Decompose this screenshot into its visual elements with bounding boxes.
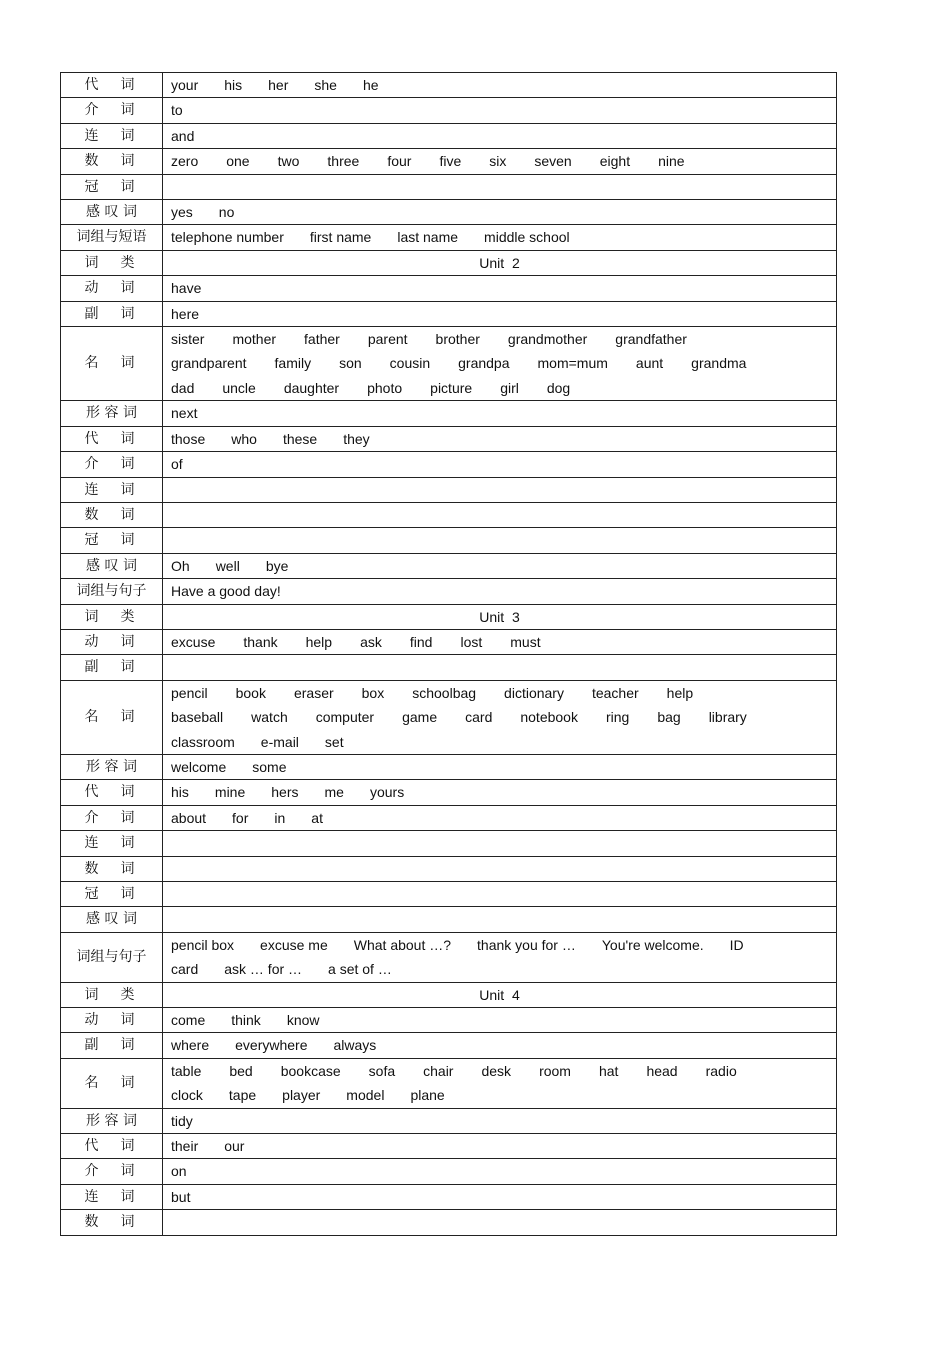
vocab-word: classroom — [171, 733, 235, 750]
vocab-word: those — [171, 430, 206, 447]
word-list-cell — [163, 553, 837, 578]
word-line — [171, 98, 828, 122]
word-line — [171, 907, 828, 931]
word-list-cell — [163, 655, 837, 680]
word-line — [171, 73, 828, 97]
vocab-word: their — [171, 1138, 199, 1155]
vocab-word: middle school — [484, 229, 570, 246]
word-class-label: 连 词 — [61, 1184, 163, 1209]
word-class-label: 词 类 — [61, 982, 163, 1007]
word-line — [171, 1083, 828, 1107]
vocab-word: know — [286, 1012, 320, 1029]
vocab-word: girl — [500, 379, 519, 396]
vocab-word: our — [224, 1138, 245, 1155]
word-class-label: 感 叹 词 — [61, 553, 163, 578]
word-list-cell — [163, 401, 837, 426]
vocab-word: she — [314, 77, 337, 93]
vocab-word: plane — [410, 1087, 445, 1104]
table-row — [61, 477, 837, 502]
word-list-cell — [163, 754, 837, 779]
word-class-label: 词组与短语 — [61, 225, 163, 250]
vocab-word: to — [171, 102, 183, 119]
word-line — [171, 1159, 828, 1183]
word-line — [171, 857, 828, 881]
vocab-word: help — [666, 684, 694, 701]
word-line — [171, 1109, 828, 1133]
word-list-cell — [163, 1210, 837, 1235]
vocab-word: dictionary — [504, 684, 564, 701]
word-list-cell — [163, 200, 837, 225]
vocab-word: bag — [657, 709, 681, 726]
vocab-word: three — [327, 153, 360, 170]
vocab-word: he — [362, 77, 379, 93]
table-row — [61, 528, 837, 553]
word-class-label: 连 词 — [61, 831, 163, 856]
word-class-label: 副 词 — [61, 301, 163, 326]
word-class-label: 感 叹 词 — [61, 200, 163, 225]
vocab-word: lost — [460, 633, 483, 650]
word-line — [171, 327, 828, 351]
word-class-label: 名 词 — [61, 327, 163, 401]
unit-header-row — [61, 250, 837, 275]
vocab-word: grandpa — [458, 355, 510, 372]
vocab-word: of — [171, 456, 183, 473]
vocab-word: radio — [705, 1062, 737, 1079]
unit-header-row — [61, 604, 837, 629]
word-line — [171, 831, 828, 855]
vocab-word: for — [232, 809, 249, 826]
word-list-cell — [163, 452, 837, 477]
word-line — [171, 655, 828, 679]
vocab-word: tidy — [171, 1112, 193, 1129]
vocab-word: notebook — [520, 709, 578, 726]
vocab-word: mine — [214, 784, 246, 801]
word-class-label: 介 词 — [61, 98, 163, 123]
word-line — [171, 478, 828, 502]
vocab-word: welcome — [171, 758, 227, 775]
vocab-word: game — [402, 709, 438, 726]
vocab-word: brother — [435, 331, 480, 348]
vocab-word: at — [311, 809, 323, 826]
vocab-word: ID — [729, 936, 744, 953]
word-list-cell — [163, 1184, 837, 1209]
word-list-cell — [163, 856, 837, 881]
vocab-word: everywhere — [235, 1037, 308, 1054]
word-line — [171, 806, 828, 830]
word-line — [171, 1134, 828, 1158]
vocab-word: zero — [171, 153, 199, 170]
vocab-word: bye — [265, 557, 289, 574]
word-line — [171, 1185, 828, 1209]
word-class-label: 感 叹 词 — [61, 907, 163, 932]
word-class-label: 形 容 词 — [61, 754, 163, 779]
word-class-label: 词 类 — [61, 604, 163, 629]
vocab-word: next — [171, 405, 198, 422]
word-line — [171, 882, 828, 906]
table-row — [61, 149, 837, 174]
vocab-word: six — [489, 153, 507, 170]
word-list-cell — [163, 327, 837, 401]
vocab-word: her — [268, 77, 289, 93]
word-class-label: 形 容 词 — [61, 1108, 163, 1133]
word-class-label: 名 词 — [61, 680, 163, 754]
word-list-cell — [163, 932, 837, 982]
vocab-word: father — [304, 331, 340, 348]
vocab-word: book — [235, 684, 266, 701]
word-class-label: 数 词 — [61, 149, 163, 174]
vocab-word: computer — [315, 709, 375, 726]
table-row — [61, 426, 837, 451]
table-row — [61, 882, 837, 907]
word-list-cell — [163, 882, 837, 907]
word-line — [171, 376, 828, 400]
vocab-word: grandma — [691, 355, 747, 372]
word-list-cell — [163, 680, 837, 754]
vocab-word: grandparent — [171, 355, 247, 372]
word-list-cell — [163, 1008, 837, 1033]
vocab-word: cousin — [389, 355, 431, 372]
word-line — [171, 401, 828, 425]
vocab-word: card — [465, 709, 493, 726]
word-list-cell — [163, 149, 837, 174]
vocab-word: here — [171, 305, 200, 322]
vocab-word: mother — [232, 331, 277, 348]
unit-title — [163, 250, 837, 275]
vocab-word: thank — [243, 633, 278, 650]
table-row — [61, 123, 837, 148]
vocab-word: family — [274, 355, 312, 372]
vocab-word: box — [361, 684, 385, 701]
vocabulary-table-body — [61, 73, 837, 1236]
word-list-cell — [163, 579, 837, 604]
vocab-word: e-mail — [260, 733, 299, 750]
word-class-label: 副 词 — [61, 1033, 163, 1058]
word-line — [171, 528, 828, 552]
word-line — [171, 1210, 828, 1234]
vocab-word: pencil — [171, 684, 208, 701]
vocab-word: seven — [534, 153, 572, 170]
word-list-cell — [163, 780, 837, 805]
vocab-word: card — [171, 961, 199, 978]
word-line — [171, 351, 828, 375]
word-class-label: 形 容 词 — [61, 401, 163, 426]
table-row — [61, 932, 837, 982]
vocab-word: but — [171, 1188, 191, 1205]
word-line — [171, 427, 828, 451]
vocab-word: about — [171, 809, 207, 826]
word-class-label: 动 词 — [61, 1008, 163, 1033]
vocab-word: bed — [229, 1062, 253, 1079]
vocab-word: uncle — [222, 379, 256, 396]
vocab-word: head — [646, 1062, 678, 1079]
word-line — [171, 149, 828, 173]
word-line — [171, 630, 828, 654]
unit-title — [163, 982, 837, 1007]
vocab-word: player — [282, 1087, 321, 1104]
word-line — [171, 730, 828, 754]
vocab-word: mom=mum — [537, 355, 608, 372]
table-row — [61, 502, 837, 527]
vocab-word: two — [277, 153, 300, 170]
table-row — [61, 1008, 837, 1033]
word-line — [171, 225, 828, 249]
word-list-cell — [163, 805, 837, 830]
word-line — [171, 1059, 828, 1083]
word-line — [171, 503, 828, 527]
table-row — [61, 452, 837, 477]
unit-label: Unit 3 — [479, 608, 520, 625]
word-list-cell — [163, 276, 837, 301]
table-row — [61, 831, 837, 856]
unit-label: Unit 2 — [479, 254, 520, 271]
vocab-word: parent — [367, 331, 408, 348]
table-row — [61, 1058, 837, 1108]
vocab-word: come — [171, 1012, 206, 1029]
vocab-word: grandfather — [615, 331, 687, 348]
table-row — [61, 754, 837, 779]
word-line — [171, 681, 828, 705]
vocab-word: and — [171, 127, 195, 144]
vocab-word: desk — [481, 1062, 512, 1079]
vocab-word: they — [343, 430, 370, 447]
vocab-word: tape — [228, 1087, 257, 1104]
table-row — [61, 629, 837, 654]
word-class-label: 连 词 — [61, 477, 163, 502]
word-line — [171, 1008, 828, 1032]
vocab-word: pencil box — [171, 936, 235, 953]
word-class-label: 介 词 — [61, 1159, 163, 1184]
word-list-cell — [163, 629, 837, 654]
vocab-word: yes — [171, 204, 193, 221]
word-list-cell — [163, 225, 837, 250]
vocab-word: chair — [423, 1062, 454, 1079]
vocab-word: must — [510, 633, 541, 650]
vocab-word: ask — [360, 633, 382, 650]
vocab-word: excuse me — [260, 936, 328, 953]
vocab-word: some — [252, 758, 287, 775]
table-row — [61, 856, 837, 881]
vocab-word: son — [339, 355, 362, 372]
word-list-cell — [163, 301, 837, 326]
word-class-label: 词组与句子 — [61, 579, 163, 604]
vocab-word: his — [171, 784, 189, 801]
vocab-word: photo — [367, 379, 403, 396]
word-list-cell — [163, 73, 837, 98]
word-class-label: 名 词 — [61, 1058, 163, 1108]
vocab-word: five — [439, 153, 462, 170]
word-class-label: 代 词 — [61, 1134, 163, 1159]
vocab-word: room — [539, 1062, 571, 1079]
vocab-word: nine — [658, 153, 685, 170]
table-row — [61, 1033, 837, 1058]
table-row — [61, 200, 837, 225]
word-list-cell — [163, 98, 837, 123]
word-list-cell — [163, 1134, 837, 1159]
vocab-word: where — [171, 1037, 210, 1054]
table-row — [61, 174, 837, 199]
vocab-word: excuse — [171, 633, 216, 650]
vocab-word: set — [324, 733, 344, 750]
vocab-word: in — [274, 809, 286, 826]
word-line — [171, 780, 828, 804]
table-row — [61, 401, 837, 426]
table-row — [61, 327, 837, 401]
unit-label: Unit 4 — [479, 986, 520, 1003]
vocab-word: eraser — [293, 684, 334, 701]
word-class-label: 冠 词 — [61, 882, 163, 907]
vocab-word: dog — [546, 379, 571, 396]
table-row — [61, 680, 837, 754]
table-row — [61, 1210, 837, 1235]
table-row — [61, 98, 837, 123]
word-list-cell — [163, 123, 837, 148]
word-list-cell — [163, 426, 837, 451]
vocab-word: have — [171, 280, 202, 297]
vocab-word: well — [215, 557, 240, 574]
word-class-label: 介 词 — [61, 452, 163, 477]
table-row — [61, 907, 837, 932]
vocab-word: model — [346, 1087, 385, 1104]
vocab-word: picture — [430, 379, 473, 396]
word-class-label: 数 词 — [61, 502, 163, 527]
word-class-label: 数 词 — [61, 1210, 163, 1235]
table-row — [61, 1184, 837, 1209]
vocab-word: library — [708, 709, 747, 726]
word-line — [171, 175, 828, 199]
vocab-word: aunt — [635, 355, 664, 372]
word-list-cell — [163, 1159, 837, 1184]
vocab-word: ask … for … — [224, 961, 303, 978]
unit-title — [163, 604, 837, 629]
vocab-word: on — [171, 1163, 187, 1180]
vocab-word: always — [333, 1037, 377, 1054]
table-row — [61, 301, 837, 326]
vocab-word: last name — [397, 229, 459, 246]
vocab-word: hers — [271, 784, 299, 801]
vocab-word: these — [282, 430, 318, 447]
vocab-word: schoolbag — [412, 684, 477, 701]
vocab-word: hat — [598, 1062, 619, 1079]
word-line — [171, 705, 828, 729]
word-class-label: 词 类 — [61, 250, 163, 275]
word-list-cell — [163, 528, 837, 553]
word-list-cell — [163, 831, 837, 856]
word-line — [171, 276, 828, 300]
word-line — [171, 200, 828, 224]
vocab-word: teacher — [591, 684, 639, 701]
unit-header-row — [61, 982, 837, 1007]
vocab-word: grandmother — [507, 331, 588, 348]
word-list-cell — [163, 1033, 837, 1058]
table-row — [61, 655, 837, 680]
vocab-word: baseball — [171, 709, 224, 726]
word-line — [171, 1033, 828, 1057]
vocab-word: sofa — [368, 1062, 396, 1079]
word-class-label: 代 词 — [61, 426, 163, 451]
table-row — [61, 579, 837, 604]
vocab-word: sister — [171, 331, 205, 348]
word-line — [171, 579, 828, 603]
word-class-label: 冠 词 — [61, 174, 163, 199]
word-list-cell — [163, 174, 837, 199]
table-row — [61, 553, 837, 578]
vocab-word: me — [324, 784, 344, 801]
vocab-word: a set of … — [328, 961, 392, 978]
vocab-word: dad — [171, 379, 195, 396]
vocab-word: Oh — [171, 557, 190, 574]
table-row — [61, 73, 837, 98]
vocabulary-table — [60, 72, 837, 1236]
vocab-word: telephone number — [171, 229, 284, 246]
word-line — [171, 452, 828, 476]
word-line — [171, 302, 828, 326]
word-line — [171, 755, 828, 779]
word-list-cell — [163, 907, 837, 932]
word-class-label: 词组与句子 — [61, 932, 163, 982]
word-line — [171, 933, 828, 957]
table-row — [61, 1108, 837, 1133]
word-class-label: 代 词 — [61, 73, 163, 98]
vocab-word: You're welcome. — [601, 936, 704, 953]
vocab-word: watch — [251, 709, 288, 726]
word-class-label: 代 词 — [61, 780, 163, 805]
word-class-label: 动 词 — [61, 629, 163, 654]
vocab-word: who — [231, 430, 257, 447]
vocab-word: his — [224, 77, 243, 93]
vocab-word: bookcase — [280, 1062, 341, 1079]
vocab-word: four — [387, 153, 412, 170]
vocab-word: clock — [171, 1087, 203, 1104]
vocab-word: first name — [309, 229, 372, 246]
table-row — [61, 276, 837, 301]
vocab-word: What about …? — [353, 936, 452, 953]
vocab-word: think — [231, 1012, 261, 1029]
table-row — [61, 1159, 837, 1184]
table-row — [61, 805, 837, 830]
word-class-label: 副 词 — [61, 655, 163, 680]
word-list-cell — [163, 1108, 837, 1133]
vocab-word: Have a good day! — [171, 583, 281, 600]
vocab-word: one — [226, 153, 250, 170]
vocab-word: daughter — [283, 379, 340, 396]
vocab-word: ring — [605, 709, 630, 726]
word-class-label: 冠 词 — [61, 528, 163, 553]
word-line — [171, 957, 828, 981]
vocab-word: no — [218, 204, 235, 221]
word-list-cell — [163, 502, 837, 527]
vocab-word: find — [409, 633, 433, 650]
word-list-cell — [163, 477, 837, 502]
vocab-word: help — [305, 633, 333, 650]
table-row — [61, 1134, 837, 1159]
table-row — [61, 225, 837, 250]
table-row — [61, 780, 837, 805]
vocab-word: your — [171, 77, 199, 93]
word-class-label: 介 词 — [61, 805, 163, 830]
word-class-label: 动 词 — [61, 276, 163, 301]
word-class-label: 数 词 — [61, 856, 163, 881]
vocab-word: table — [171, 1062, 202, 1079]
vocab-word: eight — [599, 153, 631, 170]
word-line — [171, 124, 828, 148]
word-class-label: 连 词 — [61, 123, 163, 148]
vocab-word: thank you for … — [477, 936, 576, 953]
word-line — [171, 554, 828, 578]
word-list-cell — [163, 1058, 837, 1108]
vocab-word: yours — [369, 784, 405, 801]
